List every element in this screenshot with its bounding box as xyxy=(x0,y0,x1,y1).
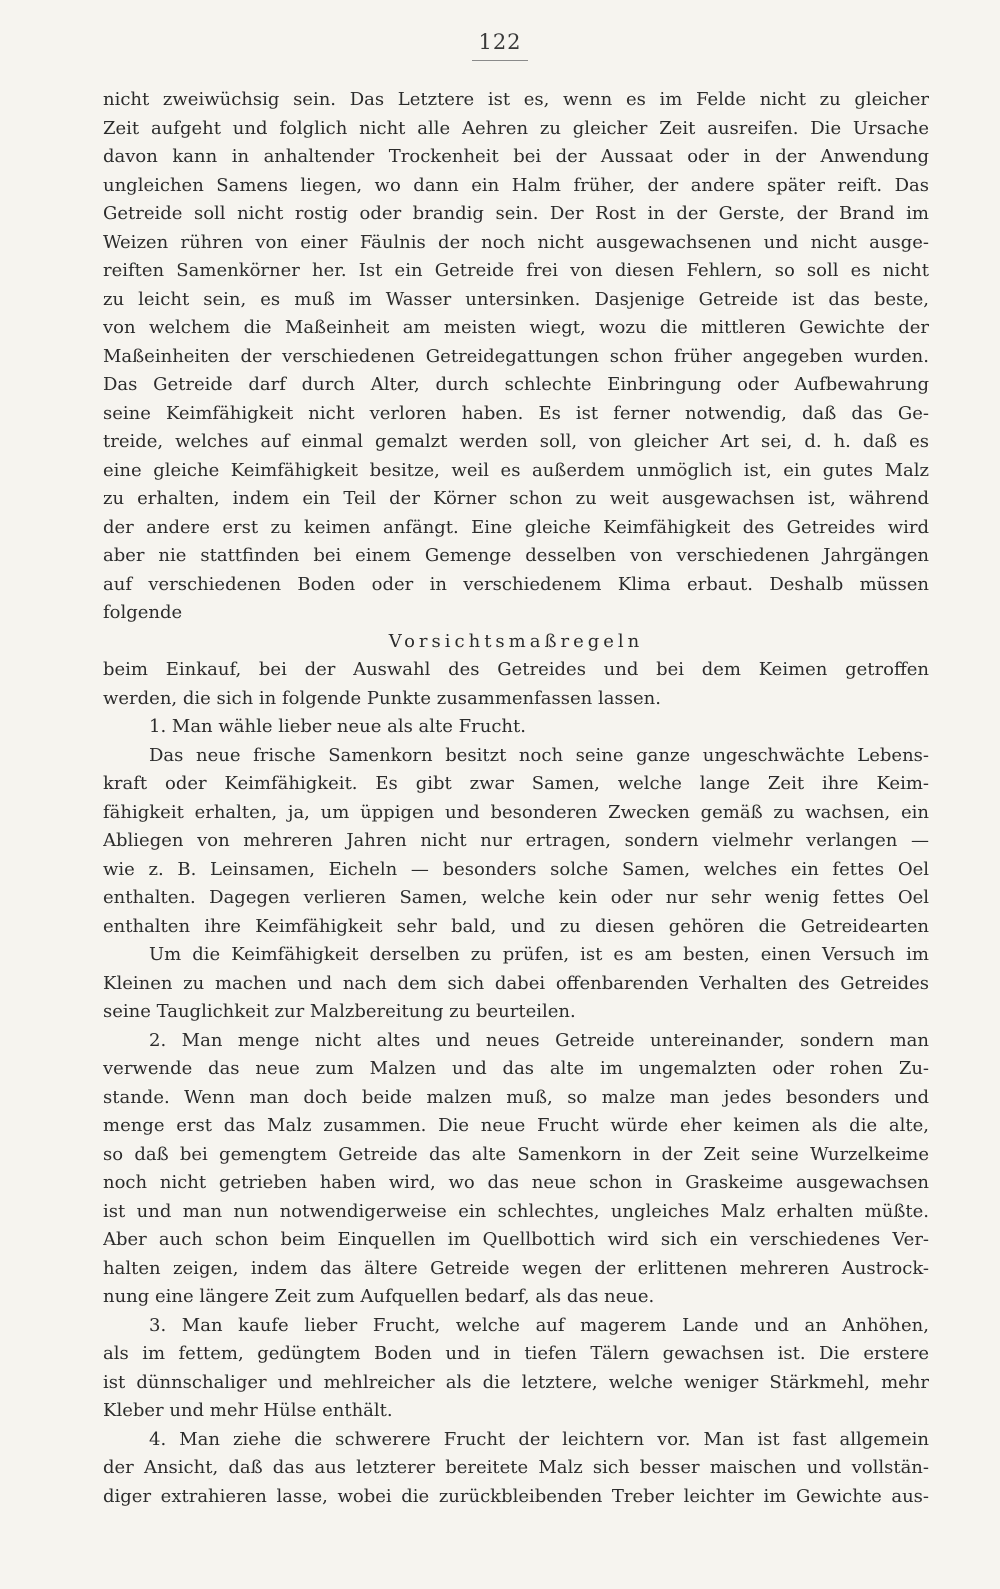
text-line: diger extrahieren lasse, wobei die zurückbleibenden Treber leichter im Gewichte aus- xyxy=(103,1485,929,1507)
text-line: seine Keimfähigkeit nicht verloren haben. Es ist ferner notwendig, daß das Ge- xyxy=(103,402,929,424)
page-number-rule xyxy=(472,60,528,61)
section-heading: Vorsichtsmaßregeln xyxy=(388,630,644,652)
text-line: treide, welches auf einmal gemalzt werden soll, von gleicher Art sei, d. h. daß es xyxy=(103,431,929,452)
text-line: Aber auch schon beim Einquellen im Quellbottich wird sich ein verschiedenes Ver- xyxy=(103,1229,929,1250)
text-line: Abliegen von mehreren Jahren nicht nur ertragen, sondern vielmehr verlangen — xyxy=(103,830,929,851)
text-line: nicht zweiwüchsig sein. Das Letztere ist es, wenn es im Felde nicht zu gleicher xyxy=(103,89,929,110)
text-line: ist dünnschaliger und mehlreicher als die letztere, welche weniger Stärkmehl, mehr xyxy=(103,1371,929,1393)
text-line: davon kann in anhaltender Trockenheit bei der Aussaat oder in der Anwendung xyxy=(103,146,929,167)
text-line: Das Getreide darf durch Alter, durch schlechte Einbringung oder Aufbewahrung xyxy=(103,374,929,395)
text-line: halten zeigen, indem das ältere Getreide wegen der erlittenen mehreren Austrock- xyxy=(103,1257,929,1279)
text-line: 2. Man menge nicht altes und neues Getreide untereinander, sondern man xyxy=(149,1029,929,1051)
text-line: Zeit aufgeht und folglich nicht alle Aehren zu gleicher Zeit ausreifen. Die Ursache xyxy=(103,117,929,139)
text-line: Das neue frische Samenkorn besitzt noch seine ganze ungeschwächte Lebens- xyxy=(149,744,929,766)
text-line: auf verschiedenen Boden oder in verschiedenem Klima erbaut. Deshalb müssen xyxy=(103,573,929,595)
text-line: 1. Man wähle lieber neue als alte Frucht. xyxy=(149,716,526,737)
text-line: der Ansicht, daß das aus letzterer bereitete Malz sich besser maischen und vollstän- xyxy=(103,1457,929,1478)
text-line: Getreide soll nicht rostig oder brandig sein. Der Rost in der Gerste, der Brand im xyxy=(103,203,929,224)
text-line: kraft oder Keimfähigkeit. Es gibt zwar Samen, welche lange Zeit ihre Keim- xyxy=(103,773,929,794)
text-line: Um die Keimfähigkeit derselben zu prüfen, ist es am besten, einen Versuch im xyxy=(149,944,929,965)
text-line: stande. Wenn man doch beide malzen muß, so malze man jedes besonders und xyxy=(103,1086,929,1108)
text-line: verwende das neue zum Malzen und das alte im ungemalzten oder rohen Zu- xyxy=(103,1058,929,1079)
text-line: beim Einkauf, bei der Auswahl des Getreides und bei dem Keimen getroffen xyxy=(103,659,929,680)
text-line: Maßeinheiten der verschiedenen Getreidegattungen schon früher angegeben wurden. xyxy=(103,345,929,367)
text-line: zu leicht sein, es muß im Wasser untersinken. Dasjenige Getreide ist das beste, xyxy=(103,288,929,310)
page-number: 122 xyxy=(478,30,522,54)
text-line: menge erst das Malz zusammen. Die neue Frucht würde eher keimen als die alte, xyxy=(103,1115,929,1136)
text-line: 3. Man kaufe lieber Frucht, welche auf magerem Lande und an Anhöhen, xyxy=(149,1314,929,1336)
text-line: enthalten. Dagegen verlieren Samen, welche kein oder nur sehr wenig fettes Oel xyxy=(103,887,929,908)
text-line: reiften Samenkörner her. Ist ein Getreide frei von diesen Fehlern, so soll es nicht xyxy=(103,260,929,281)
text-line: eine gleiche Keimfähigkeit besitze, weil es außerdem unmöglich ist, ein gutes Malz xyxy=(103,459,929,481)
text-line: als im fettem, gedüngtem Boden und in tiefen Tälern gewachsen ist. Die erstere xyxy=(103,1343,929,1364)
text-line: aber nie stattfinden bei einem Gemenge desselben von verschiedenen Jahrgängen xyxy=(103,545,929,566)
text-line: ist und man nun notwendigerweise ein schlechtes, ungleiches Malz erhalten müßte. xyxy=(103,1200,929,1222)
body-text xyxy=(103,86,929,1511)
text-line: Kleber und mehr Hülse enthält. xyxy=(103,1400,393,1421)
text-line: 4. Man ziehe die schwerere Frucht der leichtern vor. Man ist fast allgemein xyxy=(149,1428,929,1450)
text-line: folgende xyxy=(103,602,183,623)
text-line: nung eine längere Zeit zum Aufquellen bedarf, als das neue. xyxy=(103,1286,655,1307)
text-line: fähigkeit erhalten, ja, um üppigen und besonderen Zwecken gemäß zu wachsen, ein xyxy=(103,801,929,823)
text-line: werden, die sich in folgende Punkte zusammenfassen lassen. xyxy=(103,687,661,709)
text-line: der andere erst zu keimen anfängt. Eine gleiche Keimfähigkeit des Getreides wird xyxy=(103,516,929,538)
text-line: enthalten ihre Keimfähigkeit sehr bald, und zu diesen gehören die Getreidearten xyxy=(103,915,929,937)
text-line: von welchem die Maßeinheit am meisten wiegt, wozu die mittleren Gewichte der xyxy=(103,317,929,338)
text-line: ungleichen Samens liegen, wo dann ein Halm früher, der andere später reift. Das xyxy=(103,174,929,196)
text-line: Weizen rühren von einer Fäulnis der noch nicht ausgewachsenen und nicht ausge- xyxy=(103,231,929,253)
text-line: wie z. B. Leinsamen, Eicheln — besonders solche Samen, welches ein fettes Oel xyxy=(103,858,929,880)
text-line: seine Tauglichkeit zur Malzbereitung zu beurteilen. xyxy=(103,1001,576,1022)
text-line: noch nicht getrieben haben wird, wo das neue schon in Graskeime ausgewachsen xyxy=(103,1172,929,1193)
text-line: so daß bei gemengtem Getreide das alte Samenkorn in der Zeit seine Wurzelkeime xyxy=(103,1143,929,1165)
text-line: zu erhalten, indem ein Teil der Körner schon zu weit ausgewachsen ist, während xyxy=(103,488,929,509)
text-line: Kleinen zu machen und nach dem sich dabei offenbarenden Verhalten des Getreides xyxy=(103,972,929,994)
